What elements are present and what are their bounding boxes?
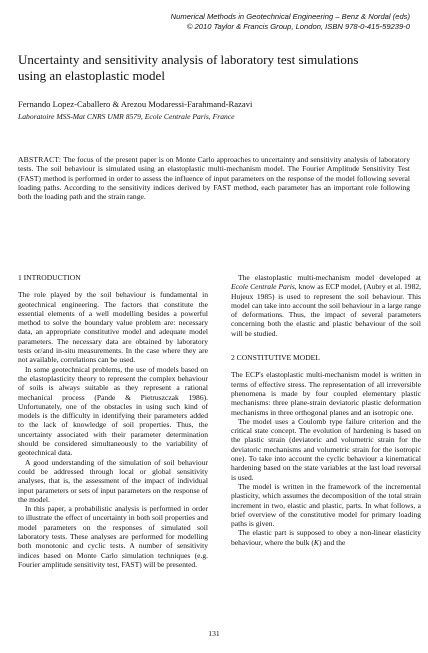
left-column (18, 273, 208, 569)
intro-paragraph-4: In this paper, a probabilistic analysis is performed in order to illustrate the effect of uncertainty in both soil properties and model parameters on the responses of simulated soil laboratory tests. These analyses are performed for modelling both monotonic and cyclic tests. A number of sensitivity indices based on Monte Carlo simulation techniques (e.g. Fourier amplitude sensitivity test, FAST) will be presented. (18, 504, 208, 569)
intro-paragraph-1: The role played by the soil behaviour is fundamental in geotechnical engineering. The factors that constitute the essential elements of a well modelling besides a powerful method to solve the boundary value problem are: necessary data, an appropriate constitutive model and adequate model parameters. The necessary data are obtained by laboratory tests or/and in-situ measurements. In the case where they are not available, correlations can be used. (18, 290, 208, 365)
model-paragraph-2: The model uses a Coulomb type failure criterion and the critical state concept. The evolution of hardening is based on the plastic strain (deviatoric and volumetric strain for the deviatoric mechanisms and volumetric strain for the isotropic one). To take into account the cyclic behaviour a kinematical hardening based on the state variables at the last load reversal is used. (231, 416, 421, 482)
paper-title (18, 52, 410, 83)
affiliation: Laboratoire MSS-Mat CNRS UMR 8579, Ecole Centrale Paris, France (18, 112, 235, 121)
intro-paragraph-3: A good understanding of the simulation of soil behaviour could be addressed through local or global sensitivity analyses, that is, the assessment of the impact of individual input parameters or sets of input parameters on the response of the model. (18, 457, 208, 504)
abstract-label: ABSTRACT: (18, 155, 62, 164)
intro-paragraph-5: The elastoplastic multi-mechanism model developed at Ecole Centrale Paris, know as ECP model, (Aubry et al. 1982, Hujeux 1985) is used to represent the soil behaviour. This model can take into account the soil behaviour in a large range of deformations. Thus, the impact of several parameters concerning both the elastic and plastic behaviour of the soil will be studied. (231, 273, 422, 338)
header-copyright-line: © 2010 Taylor & Francis Group, London, ISBN 978-0-415-59239-0 (186, 21, 410, 31)
section-heading-introduction: 1 INTRODUCTION (18, 273, 81, 282)
bulk-modulus-symbol: K (313, 537, 319, 547)
authors: Fernando Lopez-Caballero & Arezou Modaressi-Farahmand-Razavi (18, 99, 253, 109)
section-heading-constitutive-model: 2 CONSTITUTIVE MODEL (231, 353, 320, 363)
abstract (18, 155, 410, 202)
intro-paragraph-2: In some geotechnical problems, the use of models based on the elastoplasticity theory to represent the complex behaviour of soils is always suitable as they represent a rational mechanical process (Pande & Pietruszczak 1986). Unfortunately, one of the obstacles in using such kind of models is the difficulty in identifying their parameters added to the lack of knowledge of soil properties. Thus, the uncertainty associated with their parameter determination should be considered simultaneously to the variability of geotechnical data. (18, 364, 208, 458)
title-line-1: Uncertainty and sensitivity analysis of laboratory test simulations (18, 52, 359, 67)
header-book-line: Numerical Methods in Geotechnical Engineering – Benz & Nordal (eds) (170, 12, 410, 21)
right-column (231, 273, 421, 547)
model-paragraph-4: The elastic part is supposed to obey a non-linear elasticity behaviour, where the bulk (K) and the (231, 528, 421, 547)
model-paragraph-3: The model is written in the framework of the incremental plasticity, which assumes the decomposition of the total strain increment in two, elastic and plastic, parts. In what follows, a brief overview of the constitutive model for primary loading paths is given. (231, 481, 421, 529)
ecp-institution-name: Ecole Centrale Paris (231, 282, 295, 292)
model-paragraph-1: The ECP's elastoplastic multi-mechanism model is written in terms of effective stress. The representation of all irreversible phenomena is made by four coupled elementary plastic mechanisms: three plane-strain deviatoric plastic deformation mechanisms in three orthogonal planes and an isotropic one. (231, 370, 421, 417)
title-line-2: using an elastoplastic model (18, 67, 165, 83)
running-header (30, 12, 410, 31)
page-number: 131 (208, 629, 220, 638)
abstract-text: The focus of the present paper is on Monte Carlo approaches to uncertainty and sensitivity analysis of laboratory tests. The soil behaviour is simulated using an elastoplastic multi-mechanism model. The Fourier Amplitude Sensitivity Test (FAST) method is performed in order to assess the influence of input parameters on the response of the model following several loading paths. According to the sensitivity indices derived by FAST method, each parameter has an important role following both the loading path and the strain range. (18, 155, 410, 202)
